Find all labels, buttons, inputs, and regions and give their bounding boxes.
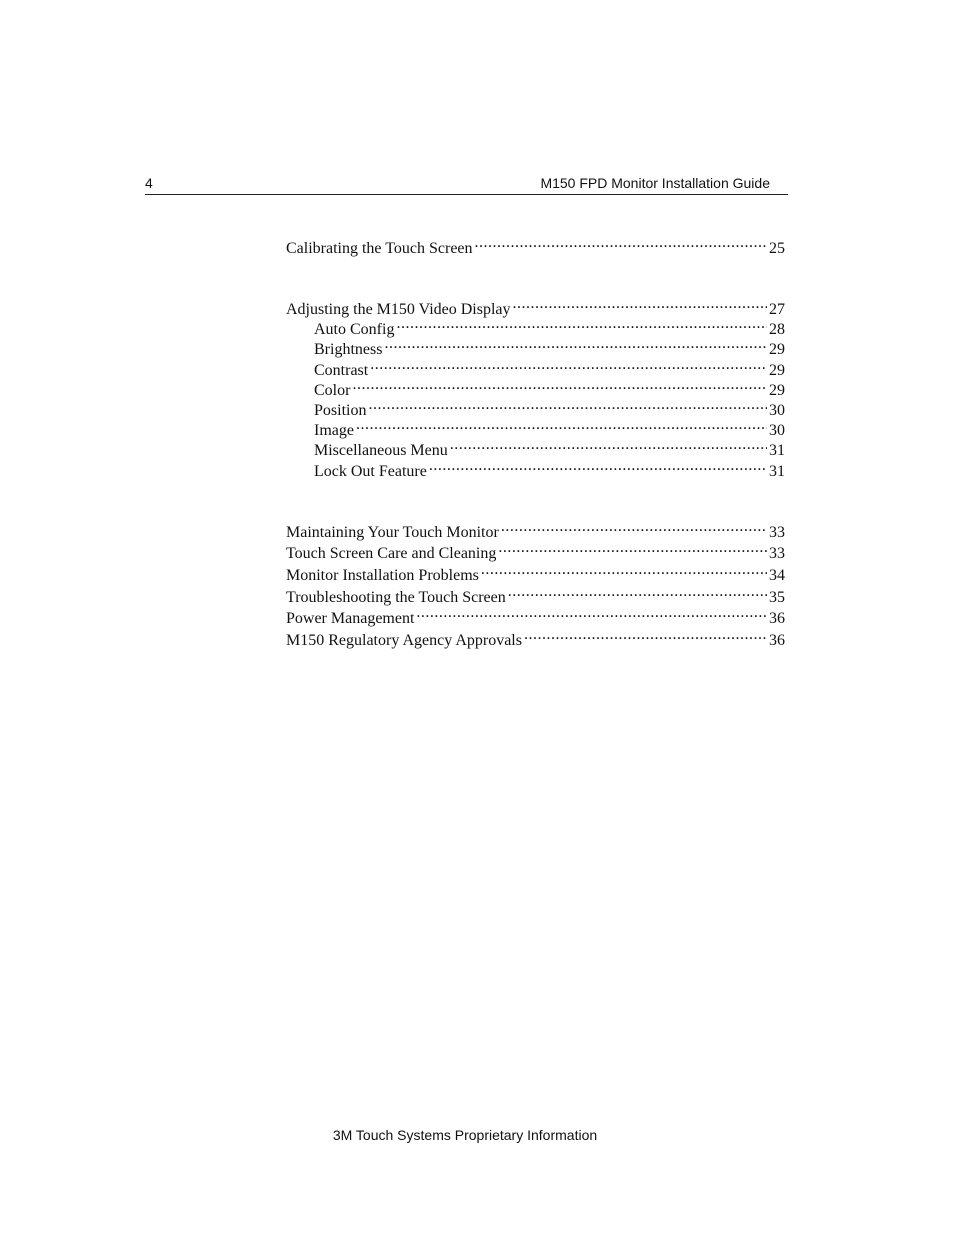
toc-entry-contrast[interactable] — [314, 355, 785, 379]
dot-leader — [356, 415, 767, 435]
toc-entry-label: Contrast — [314, 362, 369, 379]
dot-leader — [352, 375, 767, 395]
toc-page-number: 29 — [769, 382, 785, 399]
dot-leader — [481, 560, 767, 580]
toc-page-number: 28 — [769, 321, 785, 338]
toc-entry-regulatory[interactable] — [286, 625, 785, 649]
dot-leader — [513, 294, 767, 314]
guide-title: M150 FPD Monitor Installation Guide — [540, 175, 770, 191]
dot-leader — [475, 233, 767, 253]
toc-entry-label: Color — [314, 382, 351, 399]
toc-entry-calibrating[interactable] — [286, 233, 785, 257]
toc-page-number: 27 — [769, 301, 785, 318]
toc-entry-label: Position — [314, 402, 367, 419]
dot-leader — [384, 334, 767, 354]
dot-leader — [429, 456, 767, 476]
toc-entry-label: Miscellaneous Menu — [314, 442, 448, 459]
toc-entry-label: Touch Screen Care and Cleaning — [286, 545, 497, 562]
toc-entry-color[interactable] — [314, 375, 785, 399]
dot-leader — [508, 582, 767, 602]
dot-leader — [368, 395, 767, 415]
toc-page-number: 25 — [769, 240, 785, 257]
toc-entry-brightness[interactable] — [314, 334, 785, 358]
toc-entry-misc-menu[interactable] — [314, 435, 785, 459]
toc-entry-label: Maintaining Your Touch Monitor — [286, 524, 499, 541]
toc-entry-label: Adjusting the M150 Video Display — [286, 301, 511, 318]
toc-page-number: 33 — [769, 524, 785, 541]
page-number: 4 — [145, 175, 153, 191]
toc-page-number: 31 — [769, 442, 785, 459]
toc-entry-label: Monitor Installation Problems — [286, 567, 479, 584]
toc-entry-image[interactable] — [314, 415, 785, 439]
dot-leader — [450, 435, 767, 455]
toc-page-number: 30 — [769, 402, 785, 419]
toc-page-number: 36 — [769, 632, 785, 649]
toc-entry-position[interactable] — [314, 395, 785, 419]
toc-entry-power-management[interactable] — [286, 603, 785, 627]
toc-entry-maintaining[interactable] — [286, 517, 785, 541]
toc-page-number: 31 — [769, 463, 785, 480]
toc-entry-auto-config[interactable] — [314, 314, 785, 338]
toc-entry-troubleshooting[interactable] — [286, 582, 785, 606]
dot-leader — [524, 625, 767, 645]
toc-page-number: 30 — [769, 422, 785, 439]
toc-entry-label: Troubleshooting the Touch Screen — [286, 589, 506, 606]
dot-leader — [416, 603, 767, 623]
dot-leader — [498, 538, 767, 558]
toc-entry-label: M150 Regulatory Agency Approvals — [286, 632, 522, 649]
toc-entry-care-cleaning[interactable] — [286, 538, 785, 562]
toc-entry-lock-out[interactable] — [314, 456, 785, 480]
toc-page-number: 36 — [769, 610, 785, 627]
toc-entry-adjusting-video[interactable] — [286, 294, 785, 318]
toc-entry-label: Brightness — [314, 341, 383, 358]
toc-entry-label: Image — [314, 422, 354, 439]
dot-leader — [501, 517, 767, 537]
proprietary-footer: 3M Touch Systems Proprietary Information — [332, 1127, 598, 1143]
toc-page-number: 35 — [769, 589, 785, 606]
toc-page-number: 29 — [769, 341, 785, 358]
toc-entry-label: Calibrating the Touch Screen — [286, 240, 473, 257]
toc-entry-label: Power Management — [286, 610, 415, 627]
dot-leader — [396, 314, 767, 334]
toc-entry-label: Lock Out Feature — [314, 463, 427, 480]
toc-entry-label: Auto Config — [314, 321, 395, 338]
toc-page-number: 34 — [769, 567, 785, 584]
dot-leader — [370, 355, 767, 375]
toc-entry-installation-problems[interactable] — [286, 560, 785, 584]
toc-page-number: 29 — [769, 362, 785, 379]
toc-page-number: 33 — [769, 545, 785, 562]
running-header — [145, 174, 788, 195]
